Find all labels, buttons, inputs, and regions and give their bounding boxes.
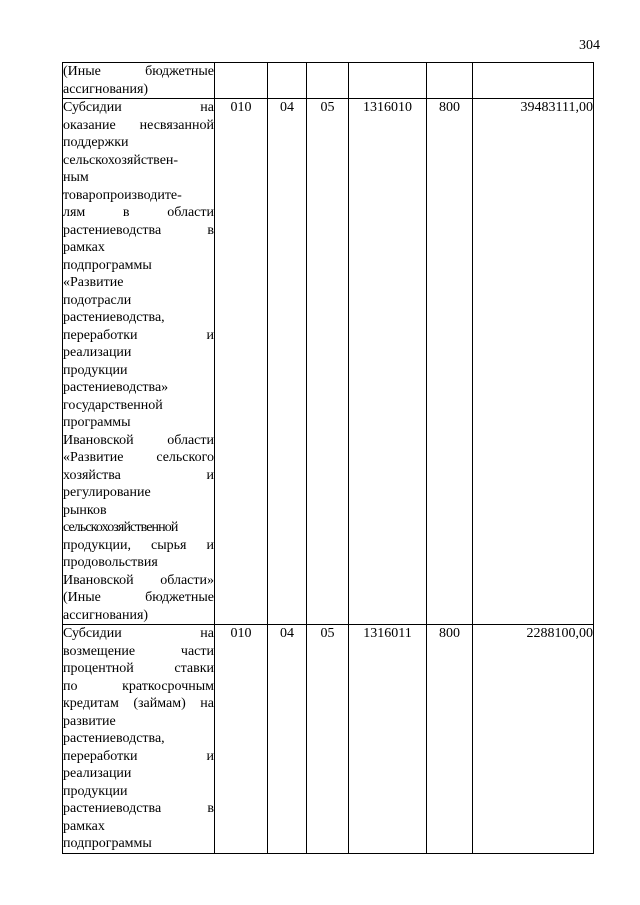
- description-line: продукции: [63, 362, 128, 378]
- amount: 2288100,00: [473, 625, 594, 854]
- code-ministry: [215, 63, 268, 99]
- code-ministry: 010: [215, 99, 268, 625]
- description-line: оказание несвязанной: [63, 117, 214, 133]
- description-line: растениеводства в: [63, 801, 214, 816]
- description-line: Ивановской области»: [63, 572, 214, 588]
- description-line: продукции: [63, 783, 128, 799]
- description-line: по краткосрочным: [63, 678, 214, 694]
- description-line: «Развитие сельского: [63, 450, 214, 465]
- description-line: подотрасли: [63, 292, 132, 308]
- description-line: поддержки: [63, 135, 129, 150]
- description-line: ассигнования): [63, 81, 149, 97]
- description-line: процентной ставки: [63, 661, 214, 676]
- row-description: [63, 625, 215, 854]
- amount: 39483111,00: [473, 99, 594, 625]
- description-line: продовольствия: [63, 555, 158, 570]
- code-section: 04: [268, 99, 307, 625]
- code-section: [268, 63, 307, 99]
- description-line: растениеводства»: [63, 380, 169, 395]
- description-line: государственной: [63, 397, 163, 413]
- table-row: [63, 625, 594, 854]
- code-subsection: [307, 63, 349, 99]
- description-line: продукции, сырья и: [63, 537, 214, 553]
- code-subsection: 05: [307, 99, 349, 625]
- description-line: Субсидии на: [63, 626, 214, 641]
- description-line: растениеводства,: [63, 310, 165, 325]
- budget-table-body: [63, 63, 594, 854]
- code-target-article: 1316010: [349, 99, 427, 625]
- description-line: возмещение части: [63, 643, 214, 659]
- description-line: рамках: [63, 818, 105, 834]
- description-line: развитие: [63, 713, 116, 729]
- code-subsection: 05: [307, 625, 349, 854]
- description-line: ным: [63, 170, 89, 185]
- description-line: Субсидии на: [63, 100, 214, 115]
- description-line: лям в области: [63, 205, 214, 220]
- description-line: переработки и: [63, 327, 214, 343]
- row-description: [63, 99, 215, 625]
- description-line: программы: [63, 415, 131, 430]
- description-line: реализации: [63, 766, 132, 781]
- table-row: [63, 63, 594, 99]
- description-line: рамках: [63, 240, 105, 255]
- description-line: растениеводства в: [63, 222, 214, 238]
- description-line: (Иные бюджетные: [63, 590, 214, 605]
- code-expense-type: 800: [427, 625, 473, 854]
- description-line: сельскохозяйственной: [63, 520, 178, 535]
- description-line: ассигнования): [63, 607, 149, 623]
- table-row: [63, 99, 594, 625]
- description-line: регулирование: [63, 485, 151, 500]
- amount: [473, 63, 594, 99]
- code-section: 04: [268, 625, 307, 854]
- description-line: подпрограммы: [63, 257, 152, 273]
- code-ministry: 010: [215, 625, 268, 854]
- description-line: переработки и: [63, 748, 214, 764]
- code-target-article: 1316011: [349, 625, 427, 854]
- description-line: растениеводства,: [63, 731, 165, 746]
- description-line: кредитам (займам) на: [63, 696, 214, 711]
- description-line: сельскохозяйствен-: [63, 152, 179, 168]
- code-target-article: [349, 63, 427, 99]
- code-expense-type: 800: [427, 99, 473, 625]
- description-line: (Иные бюджетные: [63, 64, 214, 79]
- description-line: товаропроизводите-: [63, 187, 182, 203]
- page-number: 304: [579, 38, 600, 53]
- description-line: Ивановской области: [63, 432, 214, 448]
- description-line: хозяйства и: [63, 467, 214, 483]
- description-line: реализации: [63, 345, 132, 360]
- description-line: рынков: [63, 502, 107, 518]
- description-line: подпрограммы: [63, 836, 152, 851]
- budget-table: [62, 62, 594, 854]
- row-description: [63, 63, 215, 99]
- code-expense-type: [427, 63, 473, 99]
- description-line: «Развитие: [63, 275, 124, 290]
